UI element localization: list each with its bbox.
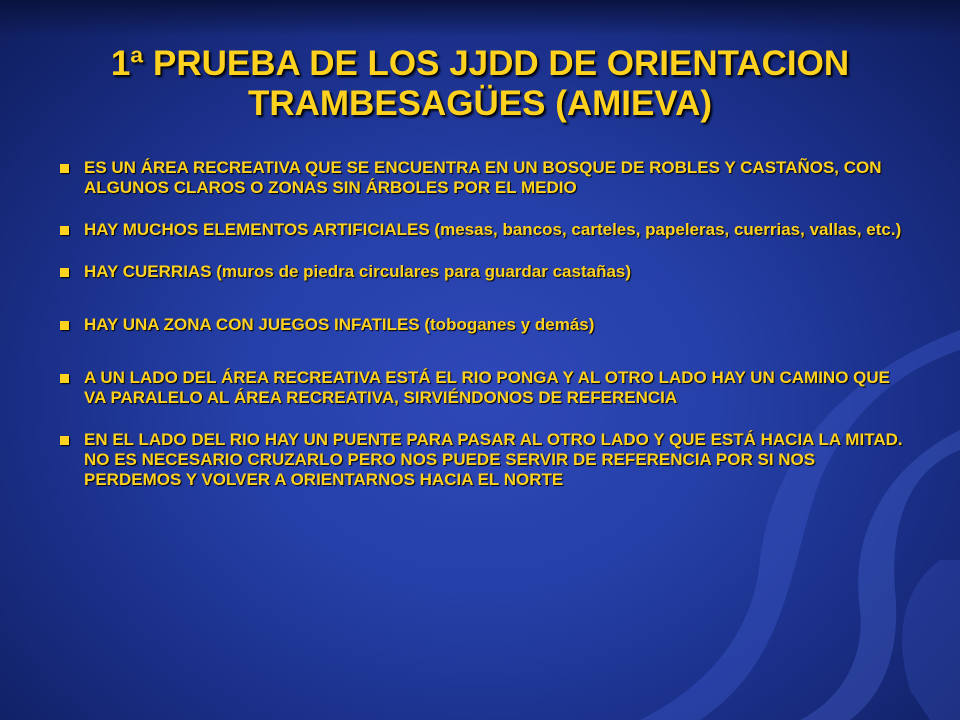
title-line-2: TRAMBESAGÜES (AMIEVA)	[247, 84, 713, 123]
bullet-item	[58, 158, 908, 198]
bullet-text: A UN LADO DEL ÁREA RECREATIVA ESTÁ EL RIO PONGA Y AL OTRO LADO HAY UN CAMINO QUE VA PARALELO AL ÁREA RECREATIVA, SIRVIÉNDONOS DE REFERENCIA	[84, 368, 890, 407]
bullet-text: HAY UNA ZONA CON JUEGOS INFATILES (toboganes y demás)	[84, 315, 595, 334]
bullet-text: HAY MUCHOS ELEMENTOS ARTIFICIALES (mesas, bancos, carteles, papeleras, cuerrias, vallas, etc.)	[84, 220, 902, 239]
bullet-item	[58, 315, 908, 335]
top-shadow-band	[0, 0, 960, 36]
title-line-1: 1ª PRUEBA DE LOS JJDD DE ORIENTACION	[110, 44, 850, 83]
bullet-item	[58, 368, 908, 408]
bullet-text: ES UN ÁREA RECREATIVA QUE SE ENCUENTRA EN UN BOSQUE DE ROBLES Y CASTAÑOS, CON ALGUNOS CLAROS O ZONAS SIN ÁRBOLES POR EL MEDIO	[84, 158, 882, 197]
square-bullet-icon	[60, 268, 69, 277]
bullet-item	[58, 262, 908, 282]
bullet-text: EN EL LADO DEL RIO HAY UN PUENTE PARA PASAR AL OTRO LADO Y QUE ESTÁ HACIA LA MITAD. NO ES NECESARIO CRUZARLO PERO NOS PUEDE SERVIR DE REFERENCIA POR SI NOS PERDEMOS Y VOLVER A ORIENTARNOS HACIA EL NORTE	[84, 430, 903, 489]
slide-title	[40, 44, 920, 124]
square-bullet-icon	[60, 374, 69, 383]
bullet-item	[58, 220, 908, 240]
bullet-list	[58, 158, 908, 512]
square-bullet-icon	[60, 321, 69, 330]
bullet-text: HAY CUERRIAS (muros de piedra circulares para guardar castañas)	[84, 262, 632, 281]
square-bullet-icon	[60, 226, 69, 235]
bullet-item	[58, 430, 908, 490]
square-bullet-icon	[60, 164, 69, 173]
square-bullet-icon	[60, 436, 69, 445]
